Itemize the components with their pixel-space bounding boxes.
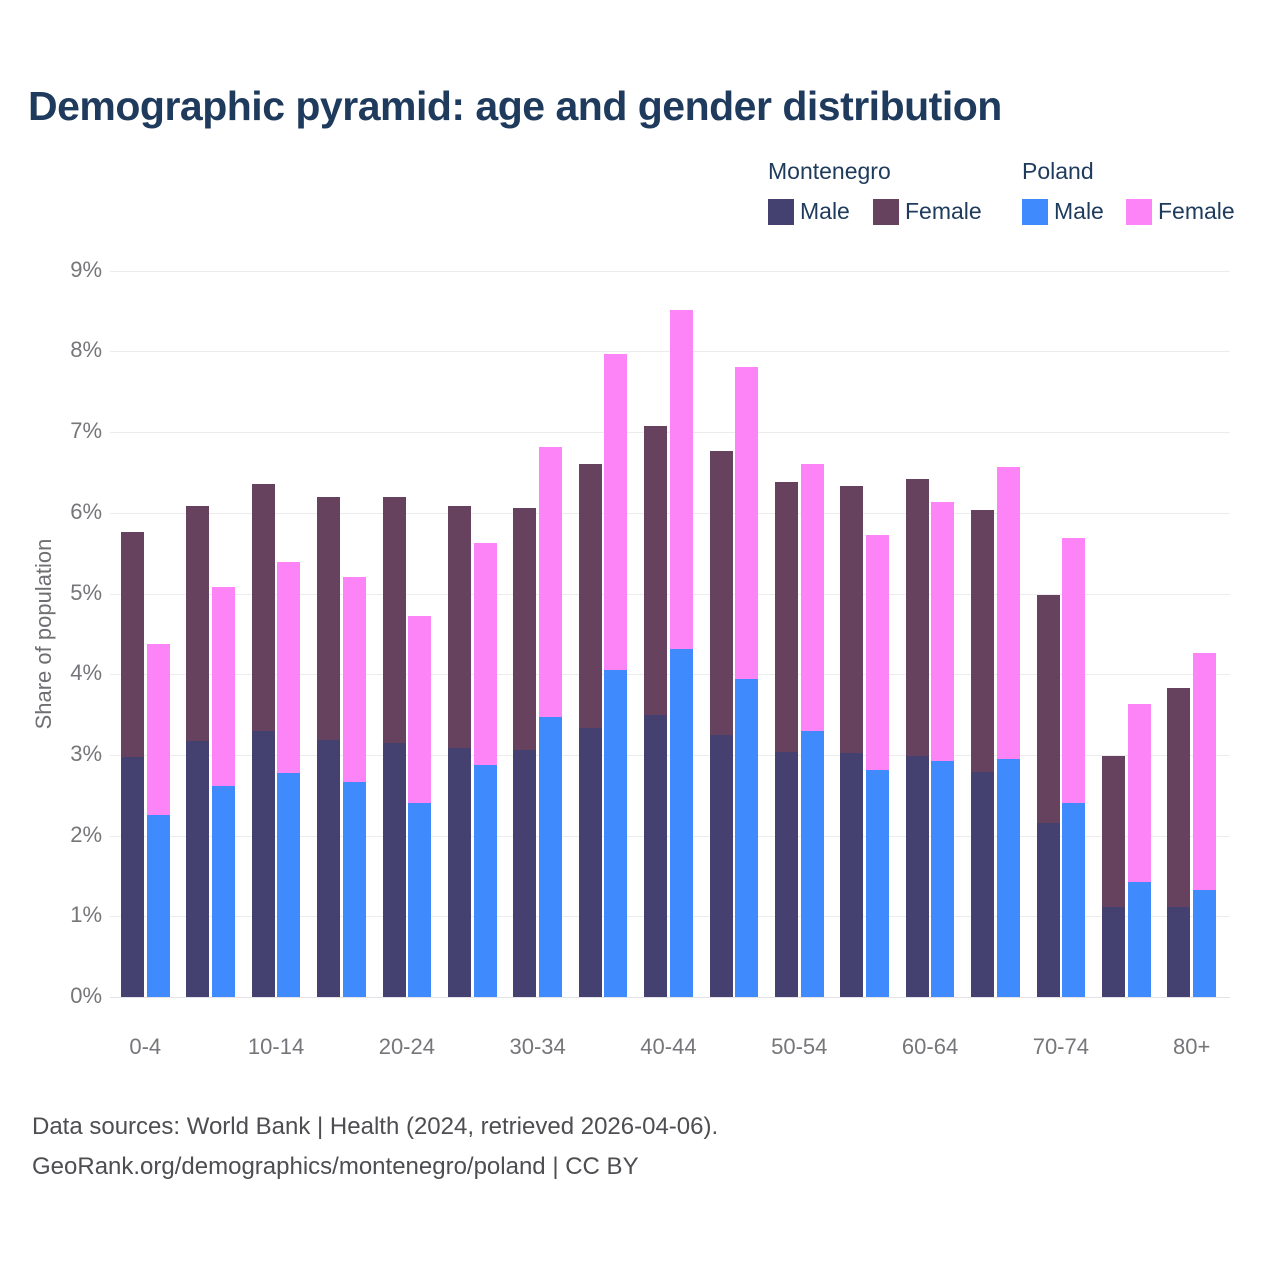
legend-label: Male (1054, 198, 1104, 224)
bar-poland-male[interactable] (343, 782, 366, 997)
bar-poland-male[interactable] (931, 761, 954, 997)
bar-poland-male[interactable] (277, 773, 300, 997)
x-axis-tick-label: 70-74 (1032, 1034, 1089, 1059)
x-axis-tick-label: 20-24 (378, 1034, 435, 1059)
bar-montenegro-male[interactable] (710, 735, 733, 997)
legend-swatch-montenegro-male (768, 199, 794, 225)
bar-montenegro-male[interactable] (383, 743, 406, 997)
x-axis-tick-label: 30-34 (509, 1034, 566, 1059)
legend-item-poland-female[interactable] (1126, 198, 1235, 225)
legend-country-montenegro: Montenegro (768, 158, 891, 184)
y-axis-tick-label: 6% (70, 498, 102, 524)
bar-poland-female[interactable] (1062, 538, 1085, 804)
legend-item-montenegro-male[interactable] (768, 198, 850, 225)
bar-montenegro-male[interactable] (448, 748, 471, 997)
y-axis-tick-label: 7% (70, 418, 102, 444)
bar-montenegro-female[interactable] (513, 508, 536, 750)
bar-poland-male[interactable] (670, 649, 693, 997)
bar-montenegro-female[interactable] (906, 479, 929, 756)
bar-montenegro-male[interactable] (775, 752, 798, 997)
bar-poland-male[interactable] (1062, 803, 1085, 997)
legend-label: Female (905, 198, 982, 224)
y-axis-tick-label: 9% (70, 256, 102, 282)
bar-montenegro-male[interactable] (644, 715, 667, 997)
legend-label: Male (800, 198, 850, 224)
bar-poland-female[interactable] (277, 562, 300, 773)
gridline-9% (110, 271, 1230, 272)
bar-poland-male[interactable] (1193, 890, 1216, 997)
bar-montenegro-female[interactable] (317, 497, 340, 740)
x-axis-tick-label: 80+ (1172, 1034, 1211, 1059)
y-axis-tick-label: 2% (70, 821, 102, 847)
legend-label: Female (1158, 198, 1235, 224)
bar-montenegro-female[interactable] (1037, 595, 1060, 823)
y-axis-tick-label: 0% (70, 982, 102, 1008)
bar-montenegro-female[interactable] (579, 464, 602, 729)
bar-poland-female[interactable] (474, 543, 497, 765)
page-title: Demographic pyramid: age and gender distribution (28, 83, 1002, 129)
x-axis-tick-label: 10-14 (247, 1034, 305, 1059)
y-axis-tick-label: 5% (70, 579, 102, 605)
bar-montenegro-male[interactable] (1037, 823, 1060, 997)
y-axis-title: Share of population (31, 538, 56, 730)
bar-montenegro-female[interactable] (775, 482, 798, 752)
legend-swatch-montenegro-female (873, 199, 899, 225)
bar-montenegro-male[interactable] (579, 728, 602, 997)
bar-montenegro-female[interactable] (710, 451, 733, 735)
bar-montenegro-male[interactable] (906, 756, 929, 997)
bar-montenegro-female[interactable] (971, 510, 994, 771)
bar-poland-female[interactable] (735, 367, 758, 679)
bar-poland-female[interactable] (408, 616, 431, 802)
bar-poland-male[interactable] (997, 759, 1020, 997)
bar-montenegro-female[interactable] (121, 532, 144, 756)
data-source-note: Data sources: World Bank | Health (2024, retrieved 2026-04-06). (32, 1113, 719, 1140)
bar-poland-male[interactable] (1128, 882, 1151, 997)
x-axis-tick-label: 0-4 (129, 1034, 162, 1059)
bar-montenegro-male[interactable] (1102, 907, 1125, 997)
bar-poland-female[interactable] (604, 354, 627, 670)
bar-poland-female[interactable] (997, 467, 1020, 759)
legend-country-poland: Poland (1022, 158, 1094, 184)
bar-poland-female[interactable] (212, 587, 235, 786)
bar-poland-female[interactable] (801, 464, 824, 731)
bar-poland-male[interactable] (604, 670, 627, 997)
x-axis-tick-label: 60-64 (901, 1034, 959, 1059)
x-axis-tick-label: 40-44 (640, 1034, 697, 1059)
legend-item-montenegro-female[interactable] (873, 198, 982, 225)
bar-montenegro-female[interactable] (448, 506, 471, 749)
bar-poland-female[interactable] (1128, 704, 1151, 882)
bar-poland-male[interactable] (866, 770, 889, 997)
bar-montenegro-female[interactable] (1167, 688, 1190, 908)
bar-montenegro-female[interactable] (252, 484, 275, 731)
bar-poland-female[interactable] (670, 310, 693, 649)
gridline-0% (110, 997, 1230, 998)
bar-montenegro-male[interactable] (971, 772, 994, 997)
bar-poland-female[interactable] (866, 535, 889, 771)
bar-poland-male[interactable] (212, 786, 235, 997)
bar-poland-female[interactable] (539, 447, 562, 717)
bar-poland-female[interactable] (931, 502, 954, 761)
bar-montenegro-male[interactable] (317, 740, 340, 997)
attribution-link[interactable]: GeoRank.org/demographics/montenegro/poland | CC BY (32, 1153, 639, 1180)
bar-montenegro-male[interactable] (1167, 907, 1190, 997)
bar-poland-female[interactable] (147, 644, 170, 815)
y-axis-tick-label: 1% (70, 902, 102, 928)
y-axis-tick-label: 4% (70, 660, 102, 686)
bar-poland-male[interactable] (801, 731, 824, 997)
bar-poland-male[interactable] (147, 815, 170, 997)
bar-montenegro-female[interactable] (383, 497, 406, 743)
bar-poland-male[interactable] (539, 717, 562, 997)
bar-montenegro-male[interactable] (252, 731, 275, 997)
legend-swatch-poland-male (1022, 199, 1048, 225)
bar-poland-female[interactable] (343, 577, 366, 782)
bar-montenegro-male[interactable] (121, 757, 144, 997)
bar-montenegro-female[interactable] (644, 426, 667, 715)
legend-item-poland-male[interactable] (1022, 198, 1104, 225)
bar-montenegro-female[interactable] (840, 486, 863, 753)
legend-swatch-poland-female (1126, 199, 1152, 225)
bar-montenegro-male[interactable] (186, 741, 209, 997)
bar-poland-male[interactable] (408, 803, 431, 997)
y-axis-tick-label: 3% (70, 740, 102, 766)
x-axis-tick-label: 50-54 (771, 1034, 828, 1059)
bar-poland-female[interactable] (1193, 653, 1216, 889)
bar-montenegro-male[interactable] (840, 753, 863, 997)
bar-montenegro-male[interactable] (513, 750, 536, 997)
bar-poland-male[interactable] (474, 765, 497, 997)
y-axis-tick-label: 8% (70, 337, 102, 363)
bar-montenegro-female[interactable] (1102, 756, 1125, 907)
bar-montenegro-female[interactable] (186, 506, 209, 741)
bar-poland-male[interactable] (735, 679, 758, 997)
